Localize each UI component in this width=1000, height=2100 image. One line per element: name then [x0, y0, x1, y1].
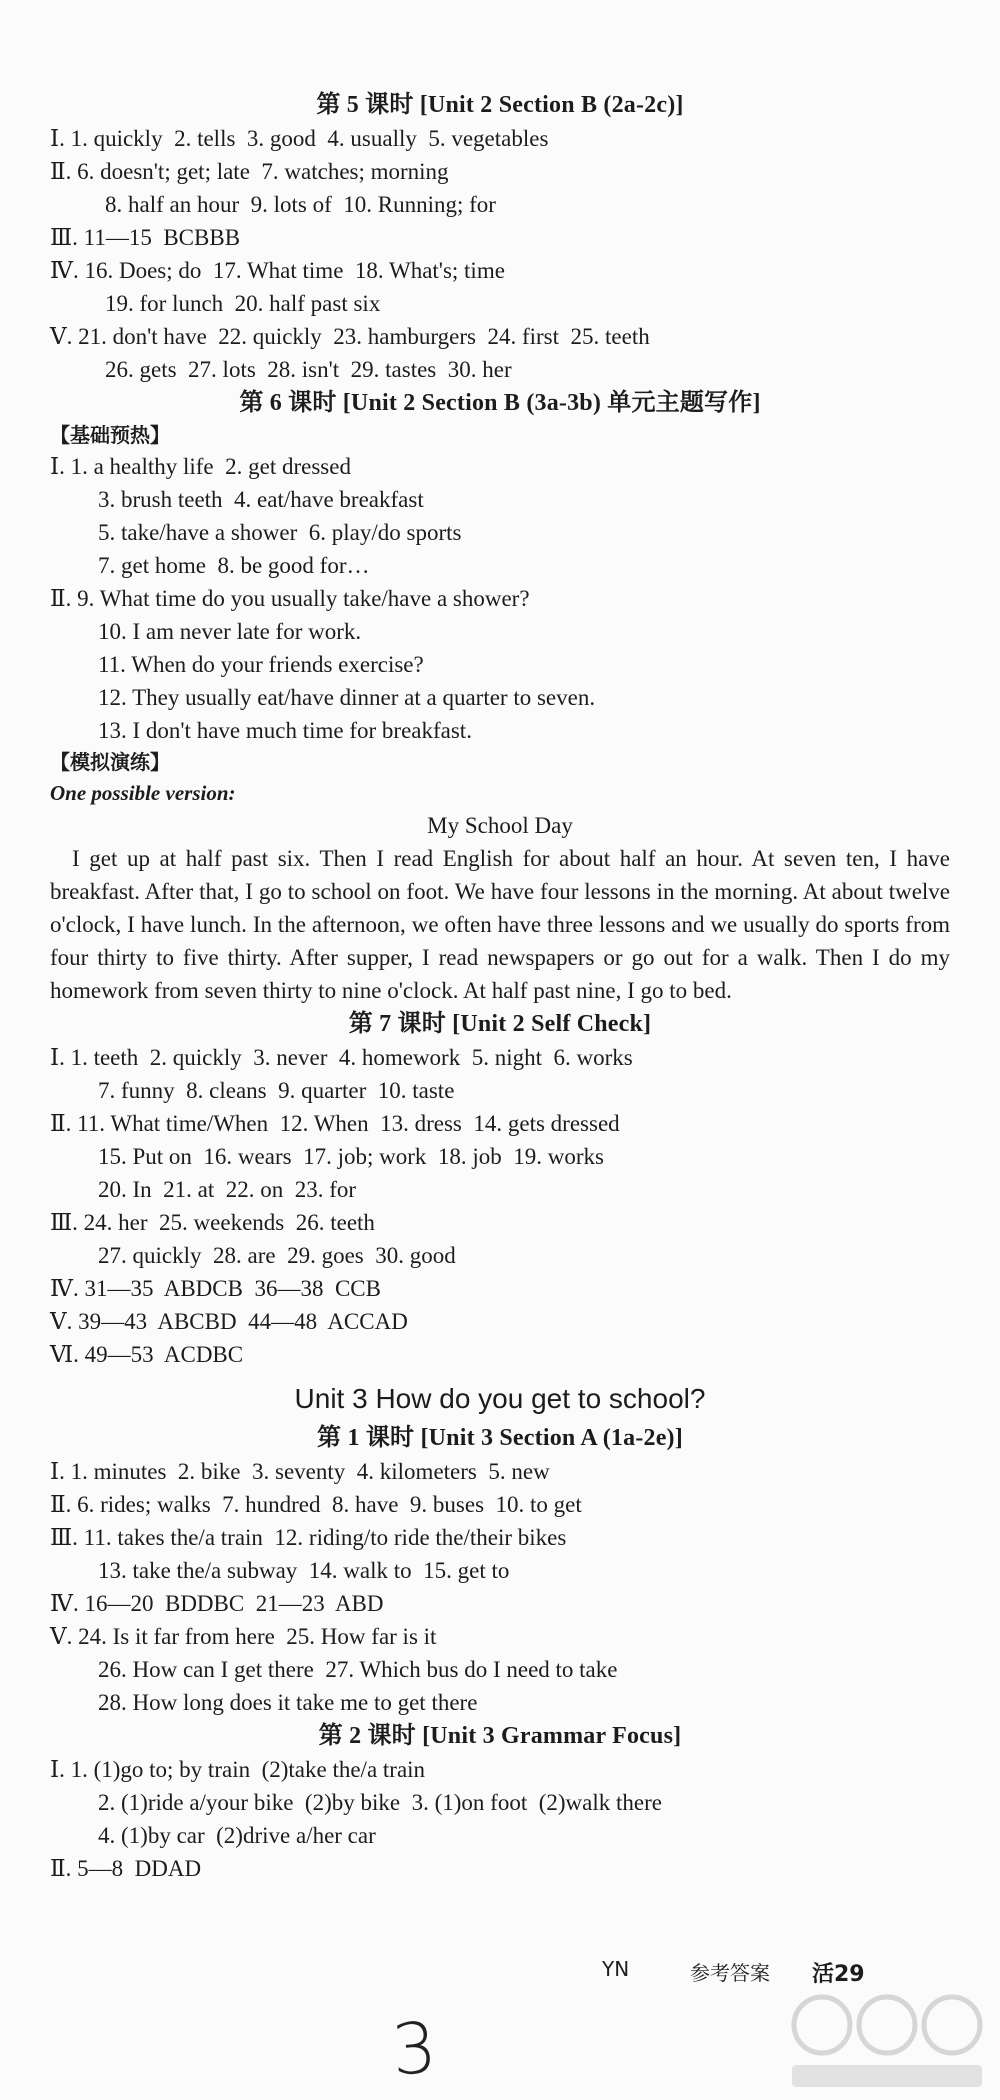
answer-line: 20. In 21. at 22. on 23. for	[98, 1177, 357, 1202]
answer-line: 5. take/have a shower 6. play/do sports	[98, 520, 462, 545]
answer-line: 26. gets 27. lots 28. isn't 29. tastes 30. her	[105, 357, 512, 382]
lesson6-heading: 第 6 课时 [Unit 2 Section B (3a-3b) 单元主题写作]	[239, 390, 761, 416]
answer-line: 7. funny 8. cleans 9. quarter 10. taste	[98, 1078, 455, 1103]
answer-line: 10. I am never late for work.	[98, 619, 362, 644]
answer-line: 4. (1)by car (2)drive a/her car	[98, 1823, 376, 1848]
handwritten-mark: 3	[389, 2006, 440, 2092]
answer-line: 13. take the/a subway 14. walk to 15. get to	[98, 1558, 510, 1583]
answer-line: 8. half an hour 9. lots of 10. Running; for	[105, 192, 496, 217]
answer-line: Ⅴ. 21. don't have 22. quickly 23. hamburgers 24. first 25. teeth	[50, 324, 650, 349]
answer-line: Ⅱ. 9. What time do you usually take/have a shower?	[50, 586, 530, 611]
answer-line: Ⅰ. 1. teeth 2. quickly 3. never 4. homework 5. night 6. works	[50, 1045, 633, 1070]
u3-lesson2-heading: 第 2 课时 [Unit 3 Grammar Focus]	[318, 1723, 682, 1749]
essay-title: My School Day	[427, 813, 573, 838]
answer-line: Ⅲ. 24. her 25. weekends 26. teeth	[50, 1210, 375, 1235]
footer-label: 参考答案	[690, 1961, 770, 1985]
answer-line: Ⅰ. 1. minutes 2. bike 3. seventy 4. kilometers 5. new	[50, 1459, 550, 1484]
answer-line: Ⅰ. 1. a healthy life 2. get dressed	[50, 454, 351, 479]
answer-line: Ⅲ. 11—15 BCBBB	[50, 225, 241, 250]
answer-line: Ⅴ. 39—43 ABCBD 44—48 ACCAD	[50, 1309, 408, 1334]
answer-line: Ⅰ. 1. (1)go to; by train (2)take the/a train	[50, 1757, 426, 1782]
lesson7-heading: 第 7 课时 [Unit 2 Self Check]	[348, 1011, 652, 1037]
answer-line: 26. How can I get there 27. Which bus do I need to take	[98, 1657, 618, 1682]
section-label-warmup: 【基础预热】	[50, 423, 170, 447]
u3-lesson1-heading: 第 1 课时 [Unit 3 Section A (1a-2e)]	[317, 1425, 683, 1451]
watermark-logo-icon	[782, 1985, 992, 2095]
answer-line: Ⅱ. 6. doesn't; get; late 7. watches; morning	[50, 159, 449, 184]
unit3-title: Unit 3 How do you get to school?	[294, 1383, 706, 1414]
answer-line: Ⅳ. 16—20 BDDBC 21—23 ABD	[50, 1591, 384, 1616]
page-number: 活29	[812, 1962, 865, 1987]
answer-line: Ⅳ. 16. Does; do 17. What time 18. What's; time	[50, 258, 505, 283]
answer-line: 7. get home 8. be good for…	[98, 553, 370, 578]
answer-line: 11. When do your friends exercise?	[98, 652, 424, 677]
answer-line: Ⅱ. 6. rides; walks 7. hundred 8. have 9. buses 10. to get	[50, 1492, 582, 1517]
answer-line: Ⅱ. 5—8 DDAD	[50, 1856, 202, 1881]
answer-line: 2. (1)ride a/your bike (2)by bike 3. (1)on foot (2)walk there	[98, 1790, 662, 1815]
answer-line: 28. How long does it take me to get there	[98, 1690, 478, 1715]
answer-line: 12. They usually eat/have dinner at a quarter to seven.	[98, 685, 596, 710]
answer-line: Ⅰ. 1. quickly 2. tells 3. good 4. usually 5. vegetables	[50, 126, 549, 151]
answer-line: 3. brush teeth 4. eat/have breakfast	[98, 487, 424, 512]
section-label-practice: 【模拟演练】	[50, 750, 170, 774]
lesson5-heading: 第 5 课时 [Unit 2 Section B (2a-2c)]	[316, 92, 684, 118]
answer-key-page	[50, 88, 950, 1885]
answer-line: Ⅴ. 24. Is it far from here 25. How far is it	[50, 1624, 437, 1649]
answer-line: Ⅲ. 11. takes the/a train 12. riding/to ride the/their bikes	[50, 1525, 567, 1550]
answer-line: 19. for lunch 20. half past six	[105, 291, 381, 316]
answer-line: 27. quickly 28. are 29. goes 30. good	[98, 1243, 456, 1268]
essay-paragraph: I get up at half past six. Then I read English for about half an hour. At seven ten, I have breakfast. After that, I go to school on foot. We have four lessons in the morning. At about twelve o'clock, I have lunch. In the afternoon, we often have three lessons and we usually do sports from four thirty to five thirty. After supper, I read newspapers or go out for a walk. Then I do my homework from seven thirty to nine o'clock. At half past nine, I go to bed.	[50, 846, 950, 1003]
answer-line: 13. I don't have much time for breakfast.	[98, 718, 472, 743]
answer-line: 15. Put on 16. wears 17. job; work 18. job 19. works	[98, 1144, 604, 1169]
answer-line: Ⅵ. 49—53 ACDBC	[50, 1342, 244, 1367]
answer-line: Ⅱ. 11. What time/When 12. When 13. dress 14. gets dressed	[50, 1111, 620, 1136]
version-label: One possible version:	[50, 781, 236, 805]
answer-line: Ⅳ. 31—35 ABDCB 36—38 CCB	[50, 1276, 381, 1301]
footer-code: YN	[602, 1957, 630, 1981]
